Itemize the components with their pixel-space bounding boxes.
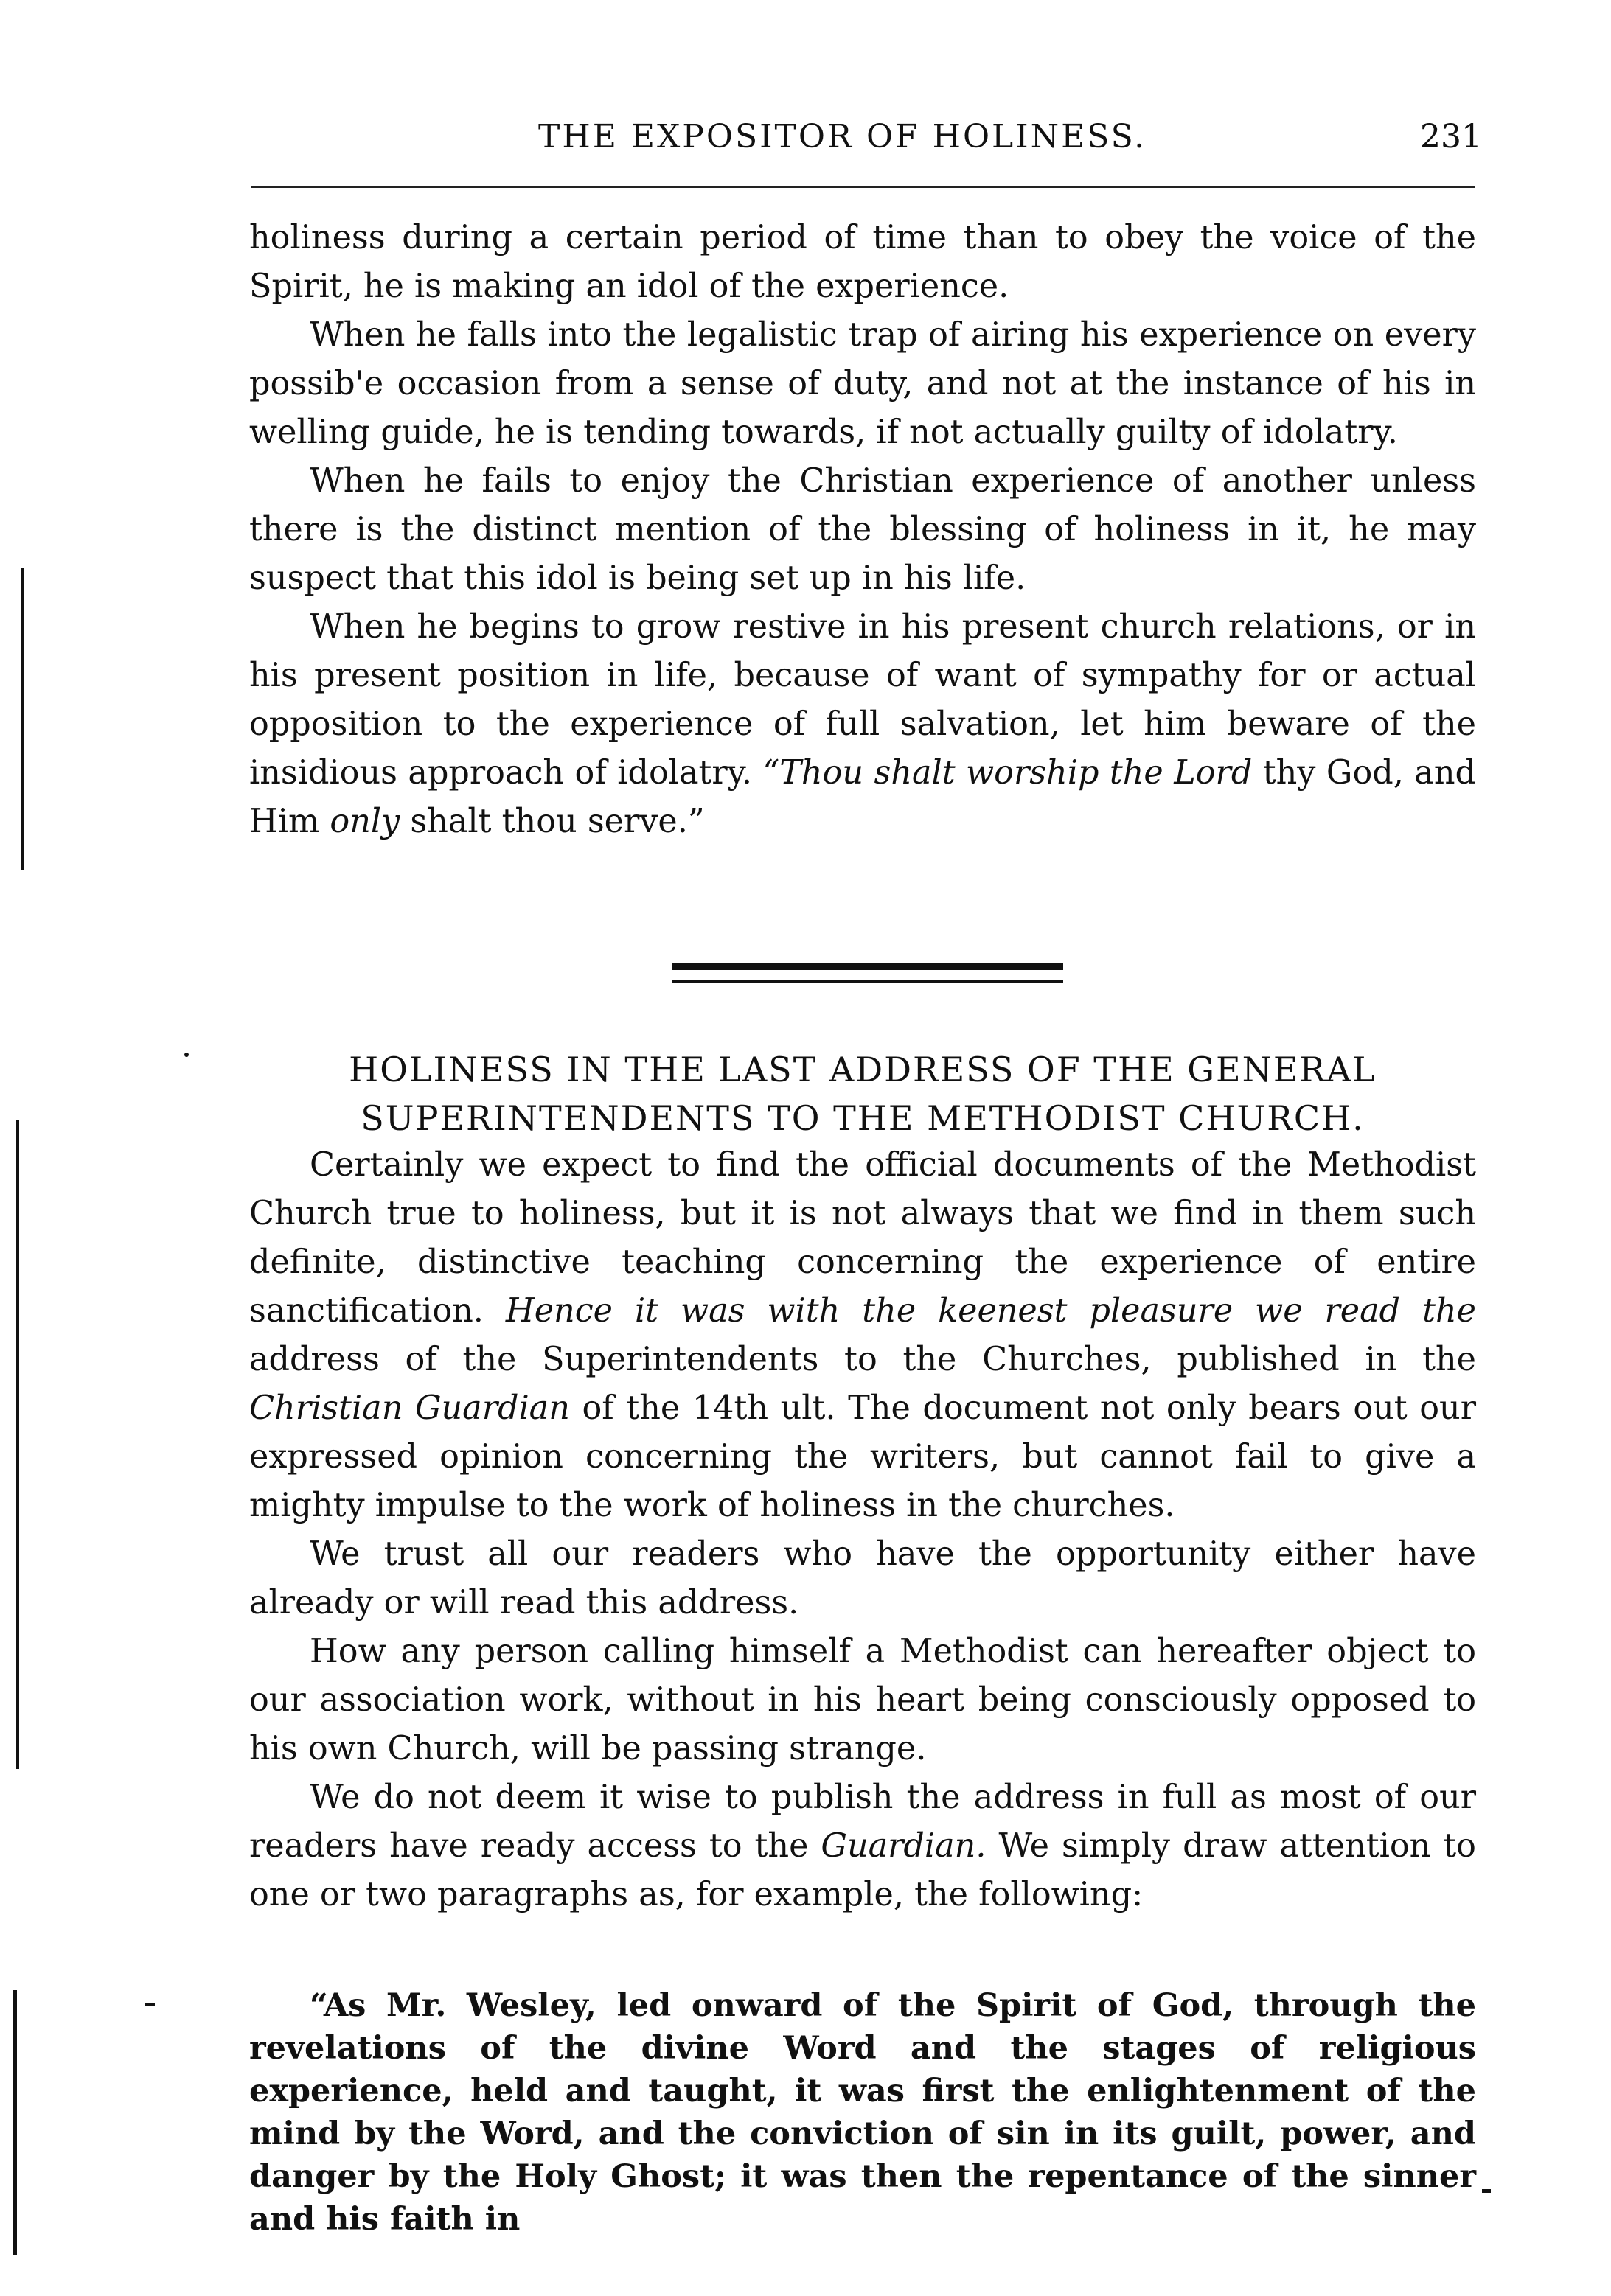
restive-text: When he begins to grow restive in his present church relations, or in his present position in life, because of want of sympathy for or actual opposition to the experience of full salvation, let him beware of the insidious approach of idolatry. <box>249 608 1476 792</box>
margin-dash-left <box>145 2003 155 2006</box>
section-heading-line-1: HOLINESS IN THE LAST ADDRESS OF THE GENERAL <box>349 1050 1377 1089</box>
top-text-block <box>249 214 1476 846</box>
margin-dot <box>184 1053 189 1057</box>
paragraph-idol-experience: holiness during a certain period of time than to obey the voice of the Spirit, he is making an idol of the experience. <box>249 219 1476 305</box>
journal-title-guardian: Guardian. <box>821 1827 987 1865</box>
paragraph-publish-address <box>249 1773 1476 1919</box>
running-title: THE EXPOSITOR OF HOLINESS. <box>538 118 1147 156</box>
journal-title-christian-guardian: Christian Guardian <box>249 1389 570 1427</box>
scripture-quote-start: “Thou shalt worship the Lord <box>762 754 1253 792</box>
wesley-quote-block <box>249 1984 1476 2241</box>
margin-mark-middle <box>16 1120 19 1769</box>
section-heading <box>249 1045 1476 1142</box>
margin-dash-right <box>1482 2189 1491 2193</box>
margin-mark-upper <box>21 568 24 870</box>
section-separator-thin <box>672 980 1063 983</box>
page-number: 231 <box>1420 118 1482 156</box>
article-body <box>249 1141 1476 1919</box>
paragraph-trust-readers: We trust all our readers who have the opportunity either have already or will read this address. <box>249 1535 1476 1622</box>
scripture-quote-only: only <box>330 803 400 840</box>
paragraph-association-work: How any person calling himself a Methodist can hereafter object to our association work, without in his heart being consciously opposed to his own Church, will be passing strange. <box>249 1633 1476 1768</box>
section-heading-line-2: SUPERINTENDENTS TO THE METHODIST CHURCH. <box>361 1098 1365 1138</box>
official-documents-text: Certainly we expect to find the official documents of the Methodist Church true to holiness, but it is not always that we find in them such definite, distinctive teaching concerning the experience of entire sanctification. <box>249 1146 1476 1330</box>
draw-attention-text: We simply draw attention to one or two paragraphs as, for example, the following: <box>249 1827 1476 1913</box>
document-bears-text: of the 14th ult. The document not only bears out our expressed opinion concerning the writers, but cannot fail to give a mighty impulse to the work of holiness in the churches. <box>249 1389 1476 1524</box>
margin-mark-lower <box>13 1990 17 2255</box>
publish-address-text: We do not deem it wise to publish the address in full as most of our readers have ready access to the <box>249 1779 1476 1865</box>
scripture-quote-end: shalt thou serve.” <box>410 803 705 840</box>
paragraph-christian-experience: When he fails to enjoy the Christian experience of another unless there is the distinct mention of the blessing of holiness in it, he may suspect that this idol is being set up in his life. <box>249 462 1476 597</box>
superintendents-text: address of the Superintendents to the Churches, published in the <box>249 1341 1476 1378</box>
section-separator-thick <box>672 963 1063 970</box>
paragraph-official-documents <box>249 1141 1476 1530</box>
keenest-pleasure-text: Hence it was with the keenest pleasure we read the <box>505 1292 1476 1330</box>
paragraph-wesley-quote: “As Mr. Wesley, led onward of the Spirit of God, through the revelations of the divine Word and the stages of religious experience, held and taught, it was first the enlightenment of the mind by the Word, and the conviction of sin in its guilt, power, and danger by the Holy Ghost; it was then the repentance of the sinner and his faith in <box>249 1987 1476 2238</box>
header-rule <box>251 186 1475 188</box>
scripture-quote-rest: thy God, and Him <box>249 754 1476 840</box>
paragraph-restive <box>249 603 1476 846</box>
paragraph-legalistic-trap: When he falls into the legalistic trap of airing his experience on every possib'e occasion from a sense of duty, and not at the instance of his in welling guide, he is tending towards, if not actually guilty of idolatry. <box>249 316 1476 451</box>
page-header <box>251 118 1482 170</box>
